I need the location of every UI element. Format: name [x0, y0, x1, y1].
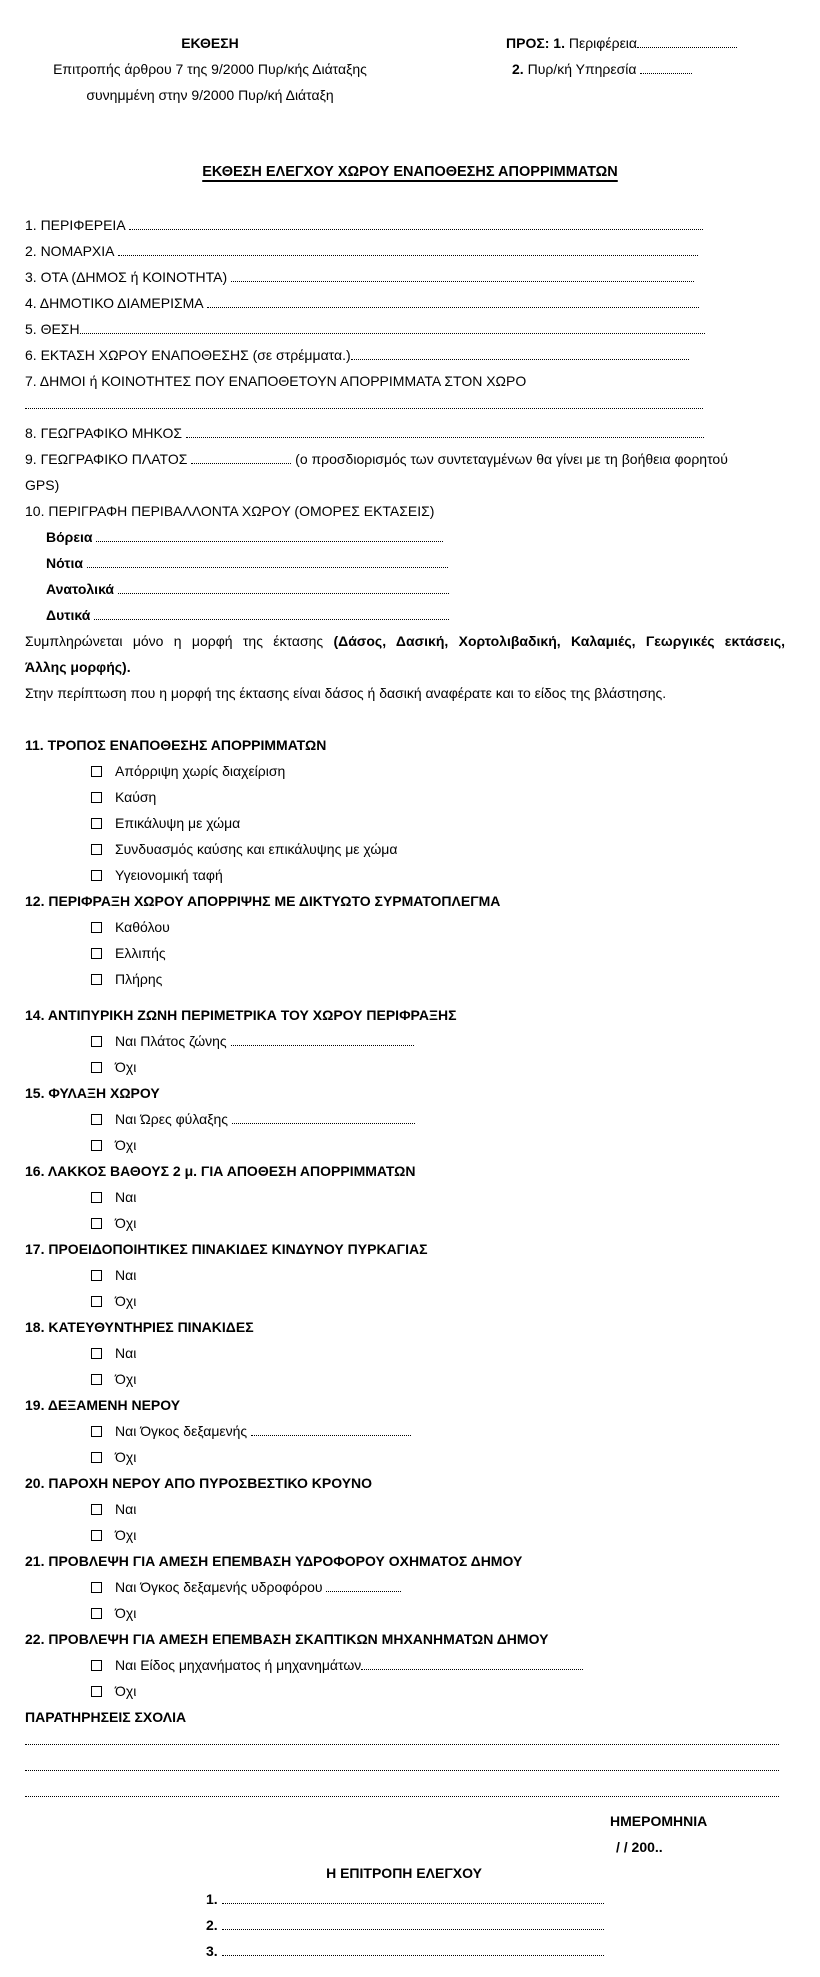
field-latitude: [25, 450, 785, 468]
s19-option: [91, 1448, 136, 1466]
west-blank[interactable]: [94, 607, 449, 620]
s14-option: [91, 1032, 414, 1050]
signature-2: [206, 1916, 604, 1934]
checkbox[interactable]: [91, 1036, 102, 1047]
s18-option-label: Όχι: [115, 1371, 137, 1387]
north-label: Βόρεια: [46, 529, 93, 545]
field-region-label: 1. ΠΕΡΙΦΕΡΕΙΑ: [25, 217, 125, 233]
s21-option-label: Ναι Όγκος δεξαμενής υδροφόρου: [115, 1579, 323, 1595]
s19-option: [91, 1422, 411, 1440]
field-municipality: [25, 268, 694, 286]
checkbox[interactable]: [91, 1530, 102, 1541]
gps-note-end: GPS): [25, 477, 60, 493]
checkbox[interactable]: [91, 1582, 102, 1593]
north-blank[interactable]: [96, 529, 443, 542]
s22-option-label: Όχι: [115, 1683, 137, 1699]
field-location: [25, 320, 705, 338]
checkbox[interactable]: [91, 1062, 102, 1073]
field-region: [25, 216, 703, 234]
section-18-title: 18. ΚΑΤΕΥΘΥΝΤΗΡΙΕΣ ΠΙΝΑΚΙΔΕΣ: [25, 1319, 254, 1335]
s11-option-label: Απόρριψη χωρίς διαχείριση: [115, 763, 286, 779]
east-label: Ανατολικά: [46, 581, 115, 597]
s19-option-label: Όχι: [115, 1449, 137, 1465]
signature-2-blank[interactable]: [222, 1917, 604, 1930]
s15-option: [91, 1110, 415, 1128]
field-prefecture-label: 2. ΝΟΜΑΡΧΙΑ: [25, 243, 114, 259]
checkbox[interactable]: [91, 766, 102, 777]
section-21-title: 21. ΠΡΟΒΛΕΨΗ ΓΙΑ ΑΜΕΣΗ ΕΠΕΜΒΑΣΗ ΥΔΡΟΦΟΡΟΥ ΟΧΗΜΑΤΟΣ ΔΗΜΟΥ: [25, 1553, 523, 1569]
s11-option-label: Επικάλυψη με χώμα: [115, 815, 241, 831]
remarks-line[interactable]: [25, 1770, 779, 1771]
s11-option: [91, 788, 156, 806]
recipient-2: [512, 60, 692, 78]
signature-2-number: 2.: [206, 1917, 218, 1933]
s22-option-label: Ναι Είδος μηχανήματος ή μηχανημάτων: [115, 1657, 362, 1673]
s15-option-label: Όχι: [115, 1137, 137, 1153]
field-location-label: 5. ΘΕΣΗ: [25, 321, 80, 337]
recipient-2-number: 2.: [512, 61, 524, 77]
signature-3-number: 3.: [206, 1943, 218, 1959]
s18-option-label: Ναι: [115, 1345, 137, 1361]
field-area: [25, 346, 689, 364]
recipient-label: ΠΡΟΣ: 1.: [506, 35, 565, 51]
field-longitude: [25, 424, 704, 442]
s12-option-label: Καθόλου: [115, 919, 170, 935]
remarks-line[interactable]: [25, 1744, 779, 1745]
recipient-2-blank[interactable]: [640, 61, 692, 74]
s17-option-label: Όχι: [115, 1293, 137, 1309]
field-district-blank[interactable]: [207, 295, 699, 308]
s17-option: [91, 1292, 136, 1310]
field-longitude-blank[interactable]: [186, 425, 704, 438]
s11-option: [91, 866, 223, 884]
s18-option: [91, 1344, 136, 1362]
section-15-title: 15. ΦΥΛΑΞΗ ΧΩΡΟΥ: [25, 1085, 160, 1101]
remarks-title: ΠΑΡΑΤΗΡΗΣΕΙΣ ΣΧΟΛΙΑ: [25, 1709, 187, 1725]
s20-option-label: Όχι: [115, 1527, 137, 1543]
s22-option: [91, 1682, 136, 1700]
s11-option: [91, 840, 397, 858]
checkbox[interactable]: [91, 844, 102, 855]
checkbox[interactable]: [91, 1374, 102, 1385]
recipient-1: [506, 34, 737, 52]
field-area-blank[interactable]: [351, 347, 689, 360]
water-truck-volume-blank[interactable]: [326, 1579, 401, 1592]
field-prefecture: [25, 242, 698, 260]
recipient-1-text: Περιφέρεια: [568, 35, 638, 51]
land-type-note: [25, 632, 785, 650]
section-16-title: 16. ΛΑΚΚΟΣ ΒΑΘΟΥΣ 2 μ. ΓΙΑ ΑΠΟΘΕΣΗ ΑΠΟΡΡΙΜΜΑΤΩΝ: [25, 1163, 416, 1179]
checkbox[interactable]: [91, 974, 102, 985]
s14-option-label: Όχι: [115, 1059, 137, 1075]
s12-option-label: Πλήρης: [115, 971, 163, 987]
checkbox[interactable]: [91, 1218, 102, 1229]
surroundings-east: [46, 580, 449, 598]
checkbox[interactable]: [91, 1270, 102, 1281]
section-14-title: 14. ΑΝΤΙΠΥΡΙΚΗ ΖΩΝΗ ΠΕΡΙΜΕΤΡΙΚΑ ΤΟΥ ΧΩΡΟΥ ΠΕΡΙΦΡΑΞΗΣ: [25, 1007, 457, 1023]
field-municipality-label: 3. ΟΤΑ (ΔΗΜΟΣ ή ΚΟΙΝΟΤΗΤΑ): [25, 269, 228, 285]
remarks-line[interactable]: [25, 1796, 779, 1797]
checkbox[interactable]: [91, 1192, 102, 1203]
checkbox[interactable]: [91, 1296, 102, 1307]
machinery-type-blank[interactable]: [361, 1657, 583, 1670]
field-location-blank[interactable]: [80, 321, 705, 334]
south-blank[interactable]: [87, 555, 448, 568]
east-blank[interactable]: [118, 581, 449, 594]
field-depositing-municipalities: 7. ΔΗΜΟΙ ή ΚΟΙΝΟΤΗΤΕΣ ΠΟΥ ΕΝΑΠΟΘΕΤΟΥΝ ΑΠΟΡΡΙΜΜΑΤΑ ΣΤΟΝ ΧΩΡΟ: [25, 373, 527, 389]
field-region-blank[interactable]: [129, 217, 703, 230]
s14-option: [91, 1058, 136, 1076]
field-latitude-blank[interactable]: [191, 451, 291, 464]
s12-option-label: Ελλιπής: [115, 945, 166, 961]
checkbox[interactable]: [91, 948, 102, 959]
checkbox[interactable]: [91, 1140, 102, 1151]
tank-volume-blank[interactable]: [251, 1423, 411, 1436]
field-municipality-blank[interactable]: [231, 269, 694, 282]
gps-note: (ο προσδιορισμός των συντεταγμένων θα γίνει με τη βοήθεια φορητού: [295, 451, 728, 467]
s12-option: [91, 970, 162, 988]
surroundings-south: [46, 554, 448, 572]
s21-option: [91, 1578, 401, 1596]
committee-title: Η ΕΠΙΤΡΟΠΗ ΕΛΕΓΧΟΥ: [326, 1865, 482, 1881]
land-type-note-text: Συμπληρώνεται μόνο η μορφή της έκτασης: [25, 633, 324, 649]
field-latitude-label: 9. ΓΕΩΓΡΑΦΙΚΟ ΠΛΑΤΟΣ: [25, 451, 188, 467]
guard-hours-blank[interactable]: [232, 1111, 415, 1124]
s18-option: [91, 1370, 136, 1388]
s20-option: [91, 1500, 136, 1518]
surroundings-west: [46, 606, 449, 624]
report-subheading-1: Επιτροπής άρθρου 7 της 9/2000 Πυρ/κής Διάταξης: [53, 61, 367, 77]
s16-option: [91, 1188, 136, 1206]
checkbox[interactable]: [91, 870, 102, 881]
checkbox[interactable]: [91, 922, 102, 933]
field-district-label: 4. ΔΗΜΟΤΙΚΟ ΔΙΑΜΕΡΙΣΜΑ: [25, 295, 203, 311]
signature-3-blank[interactable]: [222, 1943, 604, 1956]
zone-width-blank[interactable]: [231, 1033, 414, 1046]
s11-option-label: Καύση: [115, 789, 157, 805]
checkbox[interactable]: [91, 1504, 102, 1515]
s22-option: [91, 1656, 583, 1674]
s17-option-label: Ναι: [115, 1267, 137, 1283]
signature-1-number: 1.: [206, 1891, 218, 1907]
land-type-options: (Δάσος, Δασική, Χορτολιβαδική, Καλαμιές, Γεωργικές εκτάσεις,: [333, 633, 785, 649]
s14-option-label: Ναι Πλάτος ζώνης: [115, 1033, 227, 1049]
s15-option-label: Ναι Ώρες φύλαξης: [115, 1111, 228, 1127]
checkbox[interactable]: [91, 1608, 102, 1619]
s11-option: [91, 762, 285, 780]
checkbox[interactable]: [91, 1660, 102, 1671]
s16-option-label: Όχι: [115, 1215, 137, 1231]
checkbox[interactable]: [91, 1426, 102, 1437]
report-heading: ΕΚΘΕΣΗ: [181, 35, 239, 51]
field-area-label: 6. ΕΚΤΑΣΗ ΧΩΡΟΥ ΕΝΑΠΟΘΕΣΗΣ (σε στρέμματα.): [25, 347, 351, 363]
checkbox[interactable]: [91, 1114, 102, 1125]
vegetation-note: Στην περίπτωση που η μορφή της έκτασης είναι δάσος ή δασική αναφέρατε και το είδος της βλάστησης.: [25, 685, 667, 701]
checkbox[interactable]: [91, 818, 102, 829]
s21-option: [91, 1604, 136, 1622]
s16-option: [91, 1214, 136, 1232]
south-label: Νότια: [46, 555, 84, 571]
date-value: / / 200..: [616, 1839, 663, 1855]
section-20-title: 20. ΠΑΡΟΧΗ ΝΕΡΟΥ ΑΠΟ ΠΥΡΟΣΒΕΣΤΙΚΟ ΚΡΟΥΝΟ: [25, 1475, 373, 1491]
checkbox[interactable]: [91, 1452, 102, 1463]
field-longitude-label: 8. ΓΕΩΓΡΑΦΙΚΟ ΜΗΚΟΣ: [25, 425, 182, 441]
field-depositing-municipalities-blank[interactable]: [25, 408, 703, 409]
date-label: ΗΜΕΡΟΜΗΝΙΑ: [610, 1813, 708, 1829]
report-subheading-2: συνημμένη στην 9/2000 Πυρ/κή Διάταξη: [86, 87, 334, 103]
recipient-1-blank[interactable]: [637, 35, 737, 48]
s11-option: [91, 814, 240, 832]
field-district: [25, 294, 699, 312]
section-22-title: 22. ΠΡΟΒΛΕΨΗ ΓΙΑ ΑΜΕΣΗ ΕΠΕΜΒΑΣΗ ΣΚΑΠΤΙΚΩΝ ΜΗΧΑΝΗΜΑΤΩΝ ΔΗΜΟΥ: [25, 1631, 549, 1647]
field-prefecture-blank[interactable]: [118, 243, 698, 256]
s12-option: [91, 918, 170, 936]
s16-option-label: Ναι: [115, 1189, 137, 1205]
checkbox[interactable]: [91, 1686, 102, 1697]
field-surroundings: 10. ΠΕΡΙΓΡΑΦΗ ΠΕΡΙΒΑΛΛΟΝΤΑ ΧΩΡΟΥ (ΟΜΟΡΕΣ ΕΚΤΑΣΕΙΣ): [25, 503, 435, 519]
s17-option: [91, 1266, 136, 1284]
s15-option: [91, 1136, 136, 1154]
section-17-title: 17. ΠΡΟΕΙΔΟΠΟΙΗΤΙΚΕΣ ΠΙΝΑΚΙΔΕΣ ΚΙΝΔΥΝΟΥ ΠΥΡΚΑΓΙΑΣ: [25, 1241, 428, 1257]
recipient-2-text: Πυρ/κή Υπηρεσία: [527, 61, 637, 77]
s12-option: [91, 944, 166, 962]
land-type-options-end: Άλλης μορφής).: [25, 659, 131, 675]
s20-option: [91, 1526, 136, 1544]
checkbox[interactable]: [91, 792, 102, 803]
s20-option-label: Ναι: [115, 1501, 137, 1517]
signature-1-blank[interactable]: [222, 1891, 604, 1904]
signature-1: [206, 1890, 604, 1908]
west-label: Δυτικά: [46, 607, 91, 623]
document-title: ΕΚΘΕΣΗ ΕΛΕΓΧΟΥ ΧΩΡΟΥ ΕΝΑΠΟΘΕΣΗΣ ΑΠΟΡΡΙΜΜΑΤΩΝ: [202, 164, 618, 180]
signature-3: [206, 1942, 604, 1960]
s11-option-label: Συνδυασμός καύσης και επικάλυψης με χώμα: [115, 841, 398, 857]
surroundings-north: [46, 528, 443, 546]
s21-option-label: Όχι: [115, 1605, 137, 1621]
checkbox[interactable]: [91, 1348, 102, 1359]
section-12-title: 12. ΠΕΡΙΦΡΑΞΗ ΧΩΡΟΥ ΑΠΟΡΡΙΨΗΣ ΜΕ ΔΙΚΤΥΩΤΟ ΣΥΡΜΑΤΟΠΛΕΓΜΑ: [25, 893, 501, 909]
s19-option-label: Ναι Όγκος δεξαμενής: [115, 1423, 248, 1439]
section-11-title: 11. ΤΡΟΠΟΣ ΕΝΑΠΟΘΕΣΗΣ ΑΠΟΡΡΙΜΜΑΤΩΝ: [25, 737, 327, 753]
s11-option-label: Υγειονομική ταφή: [115, 867, 223, 883]
section-19-title: 19. ΔΕΞΑΜΕΝΗ ΝΕΡΟΥ: [25, 1397, 181, 1413]
